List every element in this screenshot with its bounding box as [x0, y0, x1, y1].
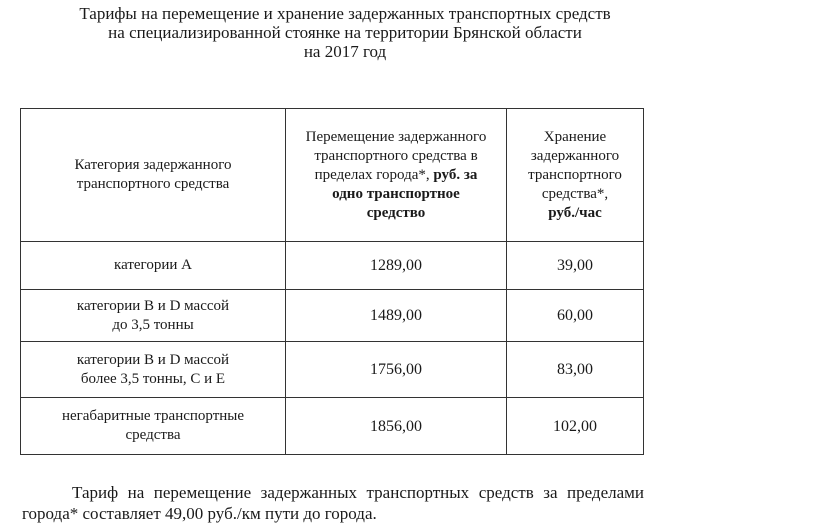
table-row [21, 398, 644, 455]
tariffs-table [20, 108, 644, 455]
title-line-1: Тарифы на перемещение и хранение задержанных транспортных средств [79, 4, 611, 23]
document-title [0, 4, 690, 61]
row-category: категории В и D массой более 3,5 тонны, С и Е [21, 342, 286, 398]
row-storage-price: 39,00 [507, 242, 644, 290]
header-category: Категория задержанного транспортного средства [21, 109, 286, 242]
row-storage-price: 102,00 [507, 398, 644, 455]
title-line-2: на специализированной стоянке на территории Брянской области [108, 23, 582, 42]
table-row [21, 242, 644, 290]
row-moving-price: 1756,00 [286, 342, 507, 398]
row-moving-price: 1856,00 [286, 398, 507, 455]
row-moving-price: 1289,00 [286, 242, 507, 290]
row-category: негабаритные транспортные средства [21, 398, 286, 455]
table-row [21, 290, 644, 342]
title-line-3: на 2017 год [303, 42, 387, 61]
row-category: категории В и D массой до 3,5 тонны [21, 290, 286, 342]
header-storage: Хранение задержанного транспортного средства*, руб./час [507, 109, 644, 242]
row-storage-price: 60,00 [507, 290, 644, 342]
table-row [21, 342, 644, 398]
table-header-row [21, 109, 644, 242]
row-category: категории А [21, 242, 286, 290]
row-moving-price: 1489,00 [286, 290, 507, 342]
footer-note: Тариф на перемещение задержанных транспортных средств за пределами города* составляет 49,00 руб./км пути до города. [22, 483, 644, 523]
row-storage-price: 83,00 [507, 342, 644, 398]
header-moving: Перемещение задержанного транспортного средства в пределах города*, руб. за одно транспортное средство [286, 109, 507, 242]
